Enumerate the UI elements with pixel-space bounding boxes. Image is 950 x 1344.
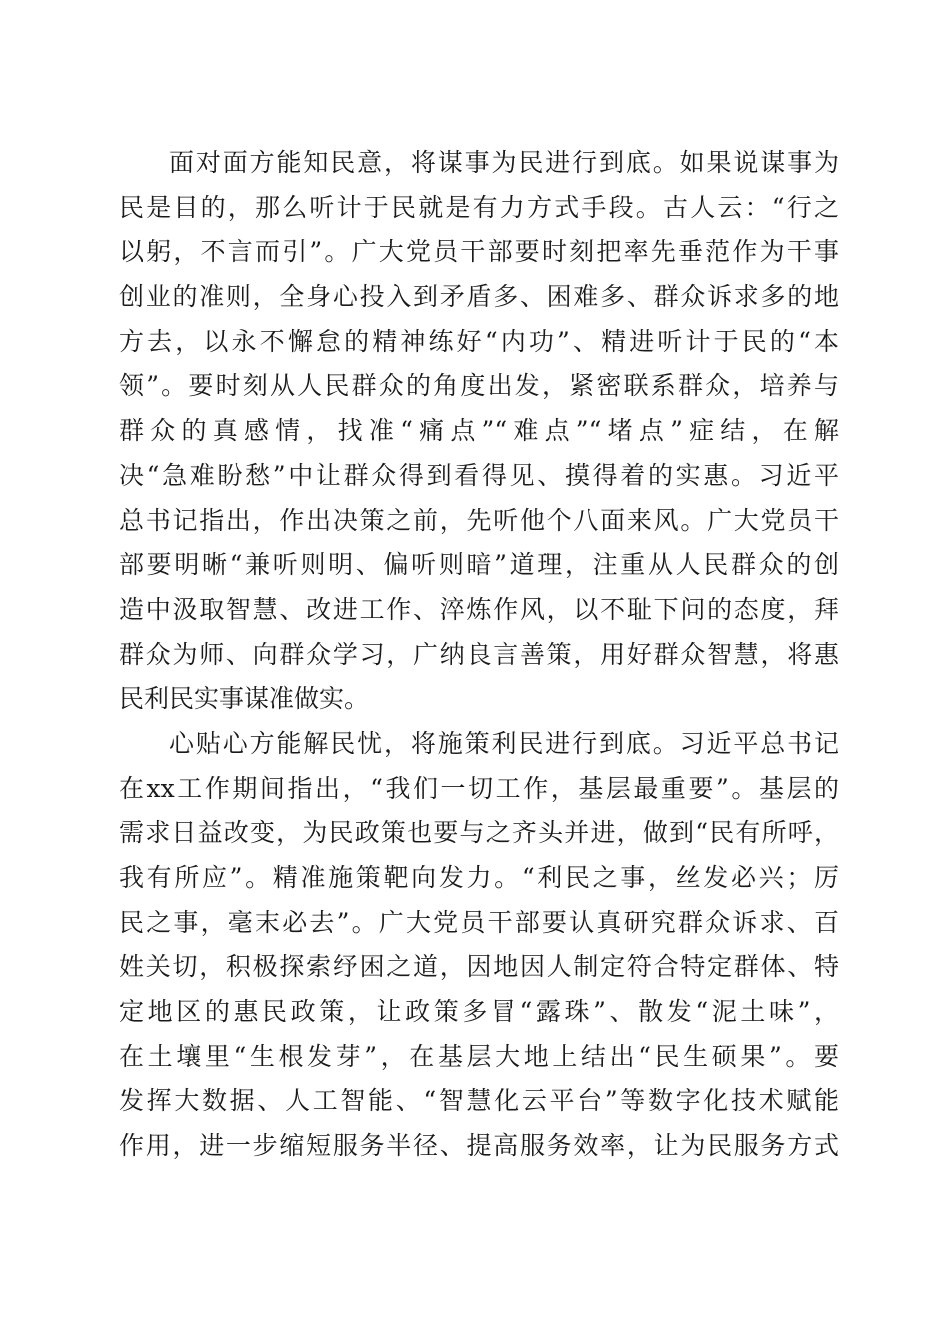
paragraph-2-line: 在xx工作期间指出，“我们一切工作，基层最重要”。基层的 <box>119 773 839 803</box>
paragraph-2-line: 定地区的惠民政策，让政策多冒“露珠”、散发“泥土味”， <box>119 997 839 1027</box>
paragraph-2-line: 民之事，毫末必去”。广大党员干部要认真研究群众诉求、百 <box>119 907 839 937</box>
paragraph-1-line: 民是目的，那么听计于民就是有力方式手段。古人云：“行之 <box>119 192 839 222</box>
paragraph-2-line: 作用，进一步缩短服务半径、提高服务效率，让为民服务方式 <box>119 1131 839 1161</box>
paragraph-2-line: 心贴心方能解民忧，将施策利民进行到底。习近平总书记 <box>169 728 839 758</box>
paragraph-1-line: 部要明晰“兼听则明、偏听则暗”道理，注重从人民群众的创 <box>119 550 839 580</box>
paragraph-2-line: 需求日益改变，为民政策也要与之齐头并进，做到“民有所呼， <box>119 818 839 848</box>
paragraph-1-line: 方去，以永不懈怠的精神练好“内功”、精进听计于民的“本 <box>119 326 839 356</box>
paragraph-1-line: 造中汲取智慧、改进工作、淬炼作风，以不耻下问的态度，拜 <box>119 594 839 624</box>
paragraph-2-line: 我有所应”。精准施策靶向发力。“利民之事，丝发必兴；厉 <box>119 863 839 892</box>
paragraph-1-line: 群众的真感情，找准“痛点”“难点”“堵点”症结，在解 <box>119 416 839 446</box>
paragraph-1-line: 民利民实事谋准做实。 <box>119 684 370 714</box>
paragraph-1-line: 领”。要时刻从人民群众的角度出发，紧密联系群众，培养与 <box>119 371 839 401</box>
paragraph-1-line: 决“急难盼愁”中让群众得到看得见、摸得着的实惠。习近平 <box>119 460 839 490</box>
paragraph-2-line: 姓关切，积极探索纾困之道，因地因人制定符合特定群体、特 <box>119 952 839 982</box>
paragraph-1-line: 创业的准则，全身心投入到矛盾多、困难多、群众诉求多的地 <box>119 282 839 312</box>
paragraph-1-line: 总书记指出，作出决策之前，先听他个八面来风。广大党员干 <box>119 505 839 535</box>
paragraph-2-line: 在土壤里“生根发芽”，在基层大地上结出“民生硕果”。要 <box>119 1041 839 1071</box>
paragraph-2-line: 发挥大数据、人工智能、“智慧化云平台”等数字化技术赋能 <box>119 1086 839 1116</box>
paragraph-1-line: 以躬，不言而引”。广大党员干部要时刻把率先垂范作为干事 <box>119 237 839 267</box>
paragraph-1-line: 群众为师、向群众学习，广纳良言善策，用好群众智慧，将惠 <box>119 639 839 669</box>
paragraph-1-line: 面对面方能知民意，将谋事为民进行到底。如果说谋事为 <box>169 148 839 177</box>
body-text <box>119 141 839 1169</box>
